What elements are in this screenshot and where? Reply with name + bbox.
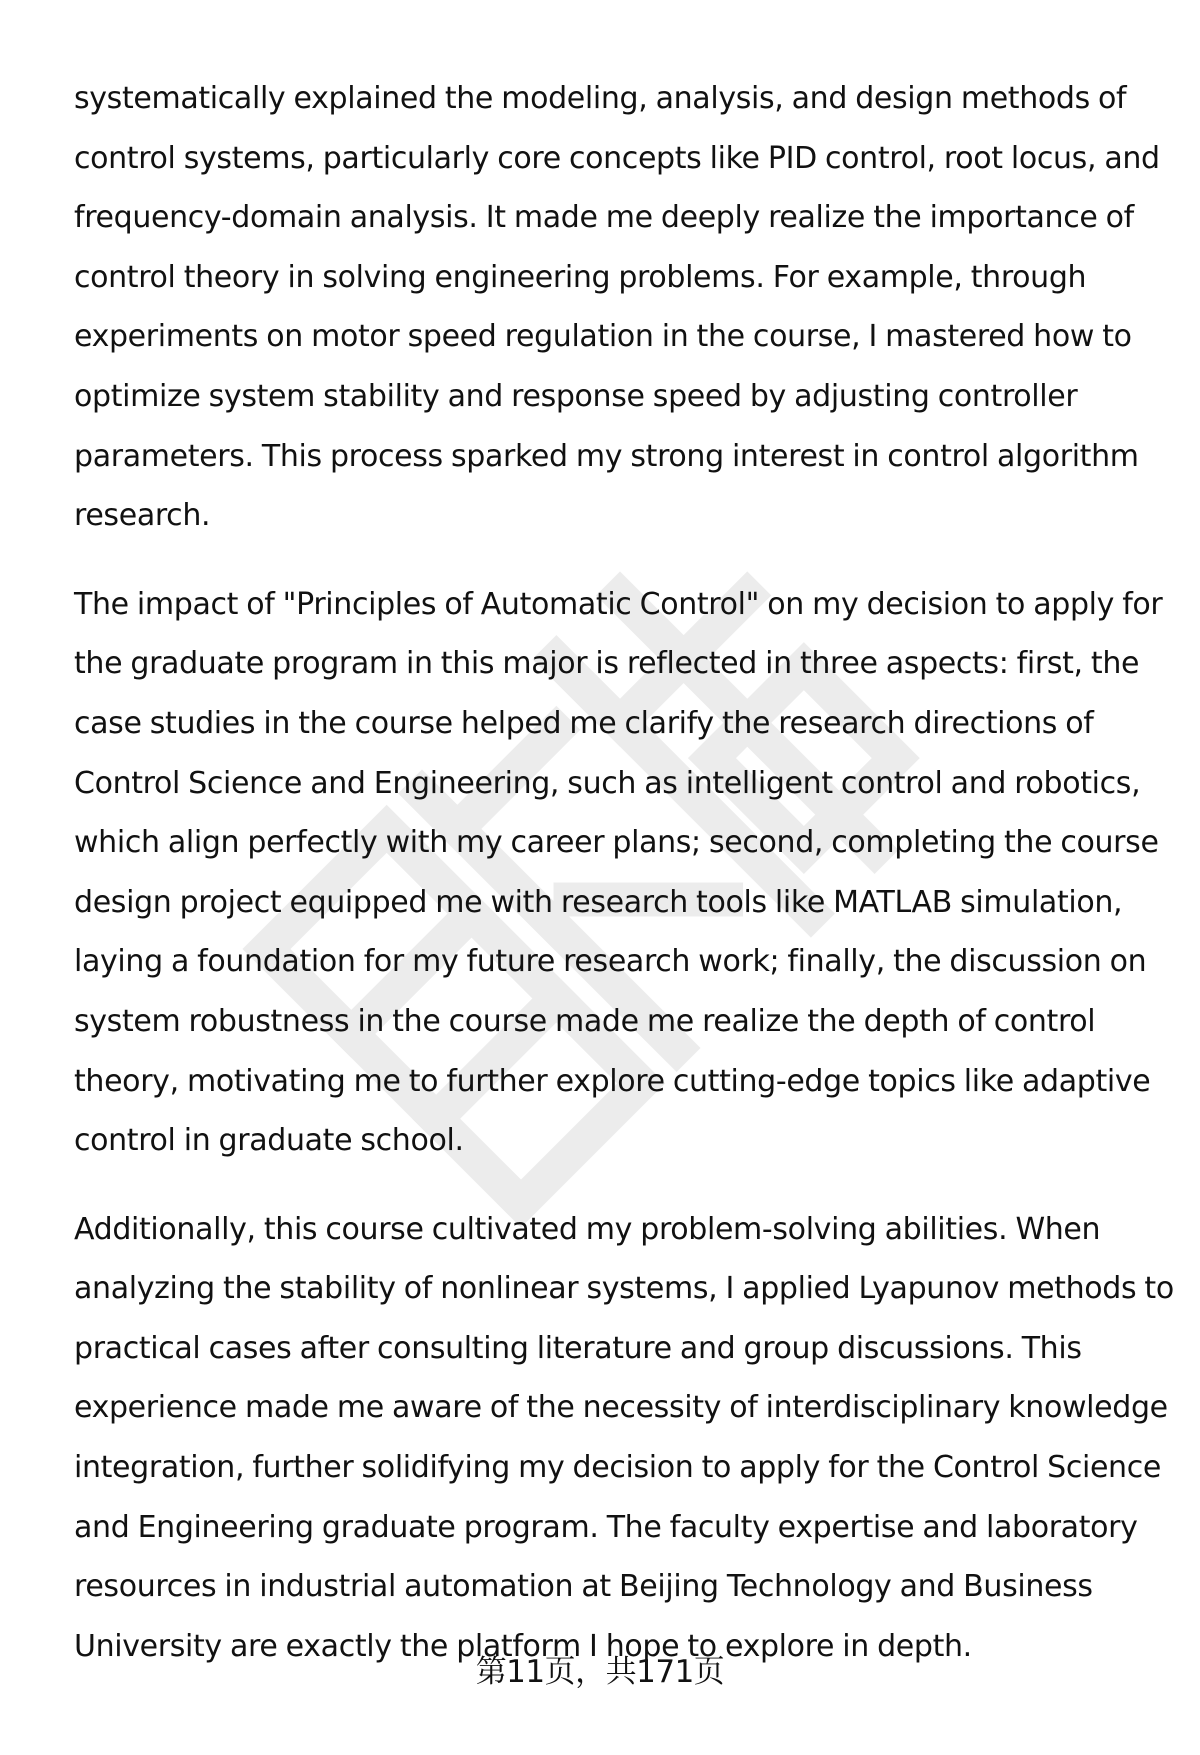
text-line: case studies in the course helped me clarify the research directions of [74,705,1094,741]
paragraph-course-impact [74,575,1164,1171]
text-line: control in graduate school. [74,1123,464,1159]
text-line: which align perfectly with my career plans; second, completing the course [74,825,1159,861]
paragraph-problem-solving [74,1200,1174,1677]
paragraph-control-theory-intro [74,69,1164,546]
text-line: design project equipped me with research tools like MATLAB simulation, [74,884,1123,920]
text-line: Additionally, this course cultivated my problem-solving abilities. When [74,1211,1101,1247]
text-line: the graduate program in this major is reflected in three aspects: first, the [74,646,1140,682]
text-line: theory, motivating me to further explore cutting-edge topics like adaptive [74,1063,1151,1099]
text-line: resources in industrial automation at Beijing Technology and Business [74,1569,1093,1605]
text-line: University are exactly the platform I hope to explore in depth. [74,1628,972,1664]
text-line: control systems, particularly core concepts like PID control, root locus, and [74,140,1160,176]
text-line: parameters. This process sparked my strong interest in control algorithm [74,438,1139,474]
text-line: practical cases after consulting literature and group discussions. This [74,1330,1082,1366]
text-line: laying a foundation for my future research work; finally, the discussion on [74,944,1147,980]
text-line: frequency-domain analysis. It made me deeply realize the importance of [74,200,1134,236]
text-line: research. [74,498,211,534]
text-line: analyzing the stability of nonlinear systems, I applied Lyapunov methods to [74,1271,1174,1307]
text-line: systematically explained the modeling, analysis, and design methods of [74,81,1127,116]
text-line: Control Science and Engineering, such as intelligent control and robotics, [74,765,1141,801]
text-line: experiments on motor speed regulation in the course, I mastered how to [74,319,1132,355]
text-line: integration, further solidifying my decision to apply for the Control Science [74,1450,1161,1486]
page-number-footer: 第11页，共171页 [475,1654,725,1690]
text-line: The impact of "Principles of Automatic Control" on my decision to apply for [74,586,1163,622]
text-line: optimize system stability and response speed by adjusting controller [74,378,1078,414]
text-line: system robustness in the course made me realize the depth of control [74,1003,1096,1039]
text-line: control theory in solving engineering problems. For example, through [74,259,1087,295]
text-line: and Engineering graduate program. The faculty expertise and laboratory [74,1509,1138,1545]
document-body [74,69,1174,1705]
text-line: experience made me aware of the necessity of interdisciplinary knowledge [74,1390,1168,1426]
